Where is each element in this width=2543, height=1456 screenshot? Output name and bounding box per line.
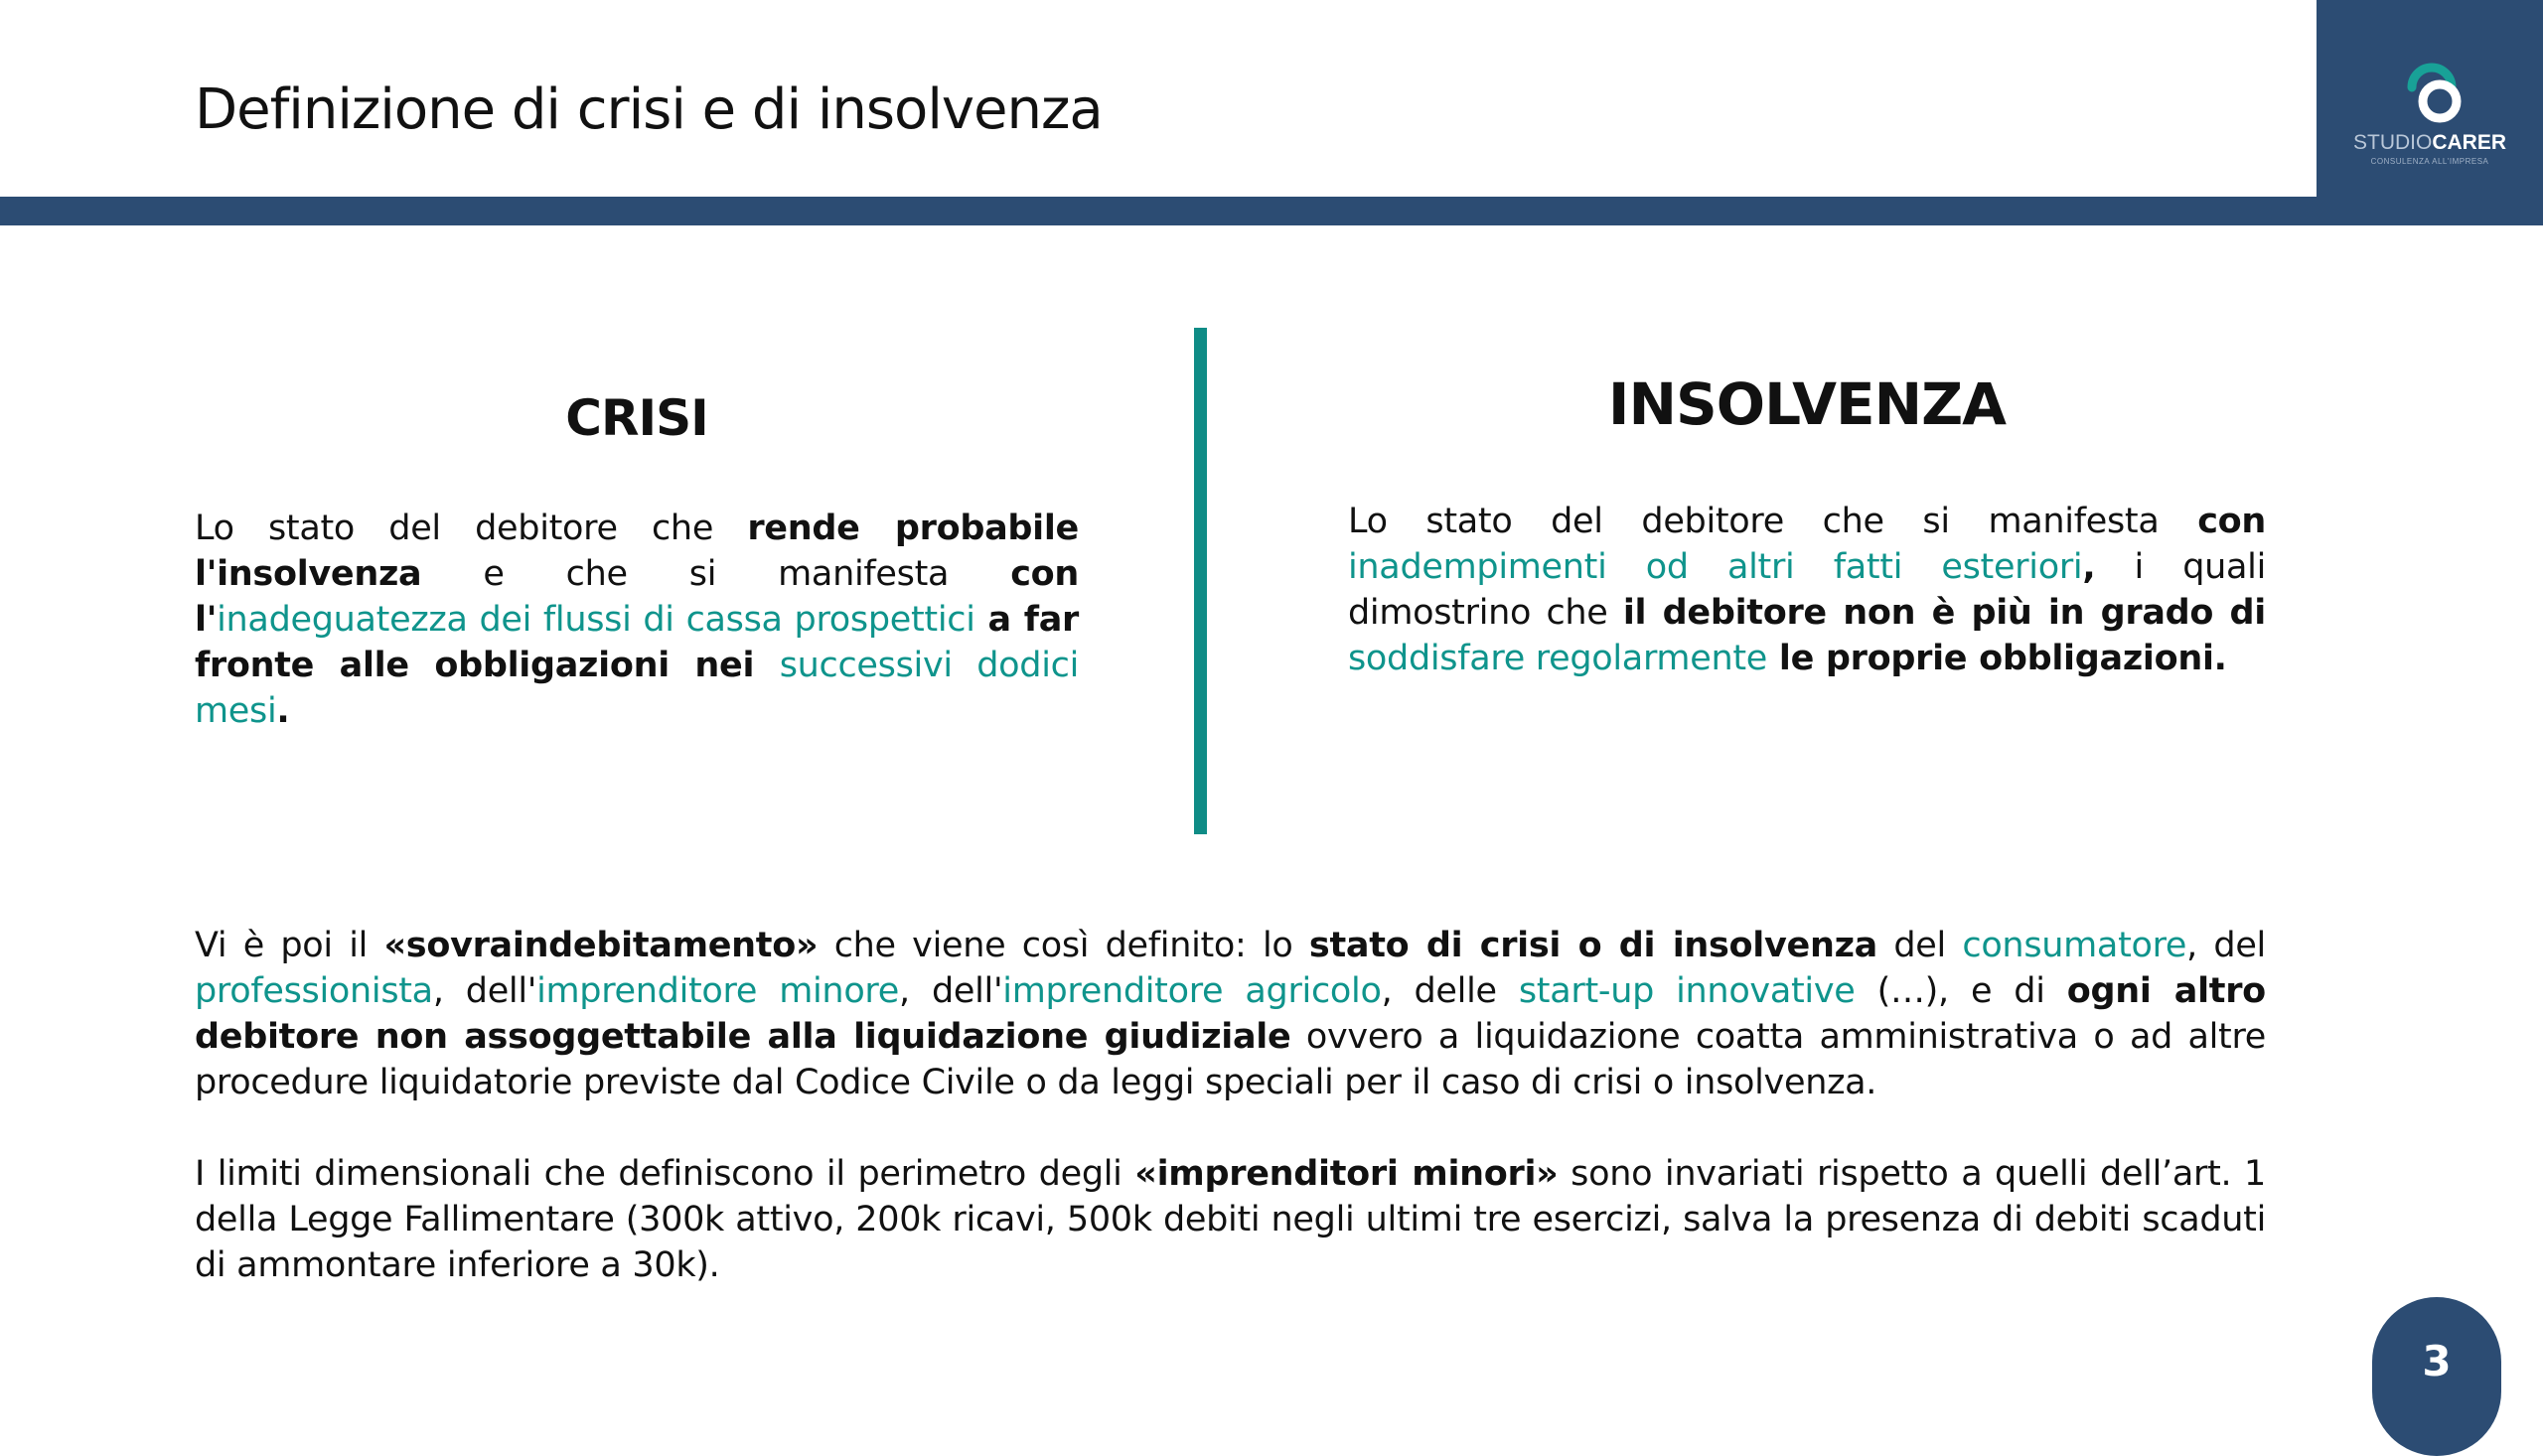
text-segment-normal: , dell': [432, 971, 537, 1011]
logo-wordmark: [2317, 131, 2543, 155]
page-number-badge: [2372, 1297, 2501, 1456]
text-segment-bold: stato di crisi o di insolvenza: [1308, 926, 1877, 965]
text-segment-teal: imprenditore agricolo: [1002, 971, 1382, 1011]
text-segment-teal: start-up innovative: [1518, 971, 1856, 1011]
text-segment-normal: e che si manifesta: [421, 554, 1011, 594]
studio-carer-logo-icon: [2404, 58, 2468, 129]
text-segment-normal: sono invariati rispetto a quelli dell’art. 1 della Legge Fallimentare (300k attivo, 200k ricavi, 500k debiti negli ultimi tre esercizi, salva la presenza di debiti scaduti di ammontare inferiore a 30k).: [195, 1154, 2266, 1285]
text-segment-bold: a far fronte alle obbligazioni nei: [195, 600, 1079, 685]
text-segment-normal: I limiti dimensionali che definiscono il perimetro degli: [195, 1154, 1135, 1194]
limiti-paragraph: [195, 1151, 2266, 1288]
crisi-definition: [195, 506, 1079, 734]
page-title: Definizione di crisi e di insolvenza: [195, 77, 1103, 142]
text-segment-teal: inadempimenti od altri fatti esteriori: [1348, 547, 2083, 587]
text-segment-bold: .: [276, 691, 290, 731]
text-segment-teal: consumatore: [1962, 926, 2187, 965]
text-segment-bold: con l': [195, 554, 1079, 640]
text-segment-normal: che viene così definito: lo: [818, 926, 1309, 965]
text-segment-bold: «sovraindebitamento»: [383, 926, 819, 965]
text-segment-teal: professionista: [195, 971, 433, 1011]
insolvenza-definition: [1348, 499, 2266, 681]
column-divider: [1194, 328, 1207, 834]
logo-panel: [2317, 0, 2543, 225]
logo-text-bold: CARER: [2432, 131, 2506, 154]
text-segment-normal: Lo stato del debitore che si manifesta: [1348, 502, 2198, 541]
crisi-heading: CRISI: [565, 389, 708, 447]
sovraindebitamento-paragraph: [195, 923, 2266, 1105]
text-segment-bold: con: [2197, 502, 2266, 541]
text-segment-normal: Vi è poi il: [195, 926, 384, 965]
text-segment-bold: le proprie obbligazioni.: [1767, 639, 2227, 678]
header-bar: [0, 197, 2317, 225]
logo-text-light: STUDIO: [2352, 131, 2433, 154]
text-segment-teal: inadeguatezza dei flussi di cassa prospettici: [217, 600, 975, 640]
text-segment-normal: ovvero a liquidazione coatta amministrativa o ad altre procedure liquidatorie previste dal Codice Civile o da leggi speciali per il caso di crisi o insolvenza.: [195, 1017, 2266, 1102]
text-segment-normal: , del: [2186, 926, 2266, 965]
text-segment-bold: rende probabile l'insolvenza: [195, 509, 1079, 594]
text-segment-normal: (…), e di: [1855, 971, 2067, 1011]
page-number: 3: [2422, 1337, 2452, 1385]
text-segment-normal: del: [1876, 926, 1963, 965]
text-segment-normal: Lo stato del debitore che: [195, 509, 748, 548]
insolvenza-heading: INSOLVENZA: [1607, 370, 2007, 438]
text-segment-bold: «imprenditori minori»: [1134, 1154, 1559, 1194]
text-segment-teal: soddisfare regolarmente: [1348, 639, 1767, 678]
text-segment-normal: , dell': [899, 971, 1003, 1011]
text-segment-normal: , delle: [1381, 971, 1519, 1011]
text-segment-bold: ogni altro debitore non assoggettabile alla liquidazione giudiziale: [195, 971, 2266, 1057]
text-segment-normal: i quali dimostrino che: [1348, 547, 2266, 633]
logo-subtitle: CONSULENZA ALL'IMPRESA: [2370, 157, 2489, 166]
text-segment-teal: successivi dodici mesi: [195, 646, 1080, 731]
text-segment-bold: ,: [2082, 547, 2096, 587]
text-segment-bold: il debitore non è più in grado di: [1622, 593, 2267, 633]
text-segment-teal: imprenditore minore: [536, 971, 899, 1011]
